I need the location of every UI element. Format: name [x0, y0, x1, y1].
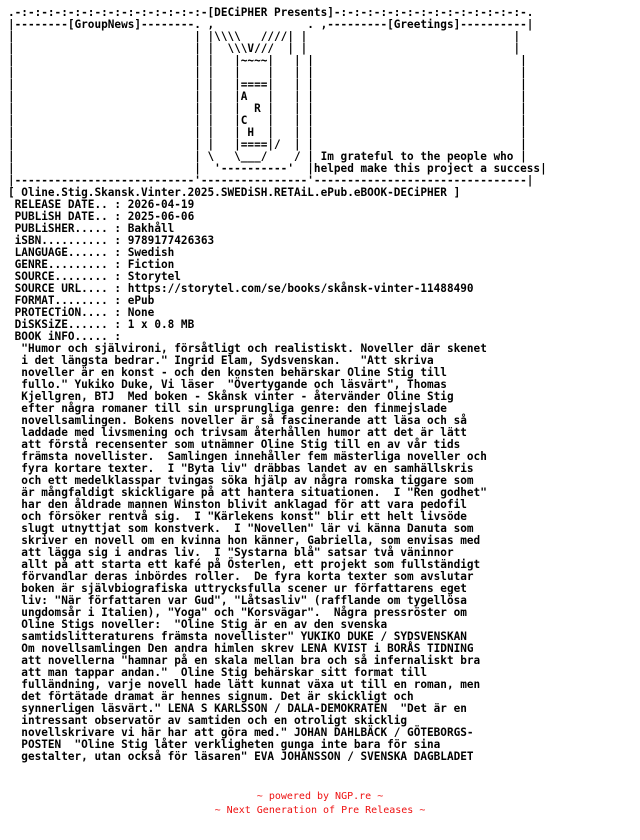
- nfo-line: liv: "När författaren var Gud", "Låtsasliv" (rafflande om tygellösa: [8, 594, 467, 607]
- nfo-line: | | | |~~~~| | | |: [8, 54, 527, 67]
- nfo-line: RELEASE DATE.. : 2026-04-19: [8, 198, 195, 211]
- nfo-line: efter några romaner till sin ursprungliga genre: den finmejslade: [8, 402, 447, 415]
- nfo-line: att lägga sig i andras liv. I "Systarna blå" satsar två väninnor: [8, 546, 454, 559]
- nfo-line: PROTECTiON.... : None: [8, 306, 155, 319]
- nfo-line: noveller är en konst - och den konsten behärskar Oline Stig till: [8, 366, 447, 379]
- nfo-line: | | | |====|/ | | |: [8, 138, 527, 151]
- nfo-line: | | | | | | | |: [8, 66, 527, 79]
- nfo-line: PUBLiSHER..... : Bakhåll: [8, 222, 175, 235]
- nfo-line: SOURCE........ : Storytel: [8, 270, 181, 283]
- nfo-line: har den åldrade mannen Winston blivit anklagad för att vara pedofil: [8, 498, 467, 511]
- nfo-line: .-:-:-:-:-:-:-:-:-:-:-:-:-:-:-[DECiPHER Presents]-:-:-:-:-:-:-:-:-:-:-:-:-:-:-.: [8, 6, 534, 19]
- nfo-line: POSTEN "Oline Stig låter verkligheten gunga inte bara för sina: [8, 738, 441, 751]
- nfo-line: att förstå recensenter som utnämner Oline Stig till en av vår tids: [8, 438, 461, 451]
- nfo-line: |--------[GroupNews]--------. , . ,---------[Greetings]----------|: [8, 18, 534, 31]
- nfo-line: främsta novellister. Samlingen innehåller fem mästerliga noveller och: [8, 450, 487, 463]
- nfo-line: är mångfaldigt skickligare på att hantera situationen. I "Ren godhet": [8, 486, 487, 499]
- nfo-line: ungdomsår i Italien), "Yoga" och "Korsvägar". Några pressröster om: [8, 606, 467, 619]
- nfo-line: | | | |A | | | |: [8, 90, 527, 103]
- nfo-line: boken är självbiografiska uttrycksfulla scener ur författarens eget: [8, 582, 467, 595]
- nfo-line: Om novellsamlingen Den andra himlen skrev LENA KVIST i BORÅS TIDNING: [8, 642, 474, 655]
- nfo-line: slugt utnyttjat som konstverk. I "Novellen" lär vi känna Danuta som: [8, 522, 474, 535]
- nfo-line: och försöker rentvå sig. I "Kärlekens konst" blir ett helt livsöde: [8, 510, 467, 523]
- nfo-line: i det längsta bedrar." Ingrid Elam, Sydsvenskan. "Att skriva: [8, 354, 434, 367]
- nfo-line: | | | \\\V/// | | |: [8, 42, 521, 55]
- nfo-line: | | | | R | | | |: [8, 102, 527, 115]
- nfo-line: |---------------------------'----------------'--------------------------------|: [8, 174, 534, 187]
- nfo-line: samtidslitteraturens främsta novellister" YUKIKO DUKE / SYDSVENSKAN: [8, 630, 467, 643]
- nfo-line: novellskrivare vi här har att göra med." JOHAN DAHLBÄCK / GÖTEBORGS-: [8, 726, 474, 739]
- nfo-line: novellsamlingen. Bokens noveller är så fascinerande att läsa och så: [8, 414, 467, 427]
- nfo-line: [ Oline.Stig.Skansk.Vinter.2025.SWEDiSH.RETAiL.ePub.eBOOK-DECiPHER ]: [8, 186, 461, 199]
- nfo-line: | | '----------' |helped make this project a success|: [8, 162, 547, 175]
- nfo-line: synnerligen läsvärt." LENA S KARLSSON / DALA-DEMOKRATEN "Det är en: [8, 702, 467, 715]
- nfo-line: förvandlar deras inbördes roller. De fyra korta texter som avslutar: [8, 570, 474, 583]
- nfo-line: LANGUAGE...... : Swedish: [8, 246, 175, 259]
- nfo-line: Kjellgren, BTJ Med boken - Skånsk vinter - återvänder Oline Stig: [8, 390, 454, 403]
- nfo-text: [8, 7, 547, 763]
- nfo-line: allt på att starta ett kafé på Österlen, ett projekt som fullständigt: [8, 558, 481, 571]
- nfo-line: | | \ \___/ / | Im grateful to the people who |: [8, 150, 527, 163]
- nfo-line: | | | |C | | | |: [8, 114, 527, 127]
- nfo-line: iSBN.......... : 9789177426363: [8, 234, 215, 247]
- nfo-line: FORMAT........ : ePub: [8, 294, 155, 307]
- tagline-line: [0, 804, 640, 818]
- nfo-line: det förtätade dramat är hennes signum. Det är skickligt och: [8, 690, 414, 703]
- nfo-line: fulländning, varje novell hade lätt kunnat växa ut till en roman, men: [8, 678, 481, 691]
- nfo-line: Oline Stigs noveller: "Oline Stig är en av den svenska: [8, 618, 388, 631]
- powered-by-line: [0, 790, 640, 804]
- nfo-line: att novellerna "hamnar på en skala mellan bra och så infernaliskt bra: [8, 654, 481, 667]
- nfo-line: och ett medelklasspar tvingas söka hjälp av några romska tiggare som: [8, 474, 474, 487]
- nfo-line: | | |\\\\ ////| | |: [8, 30, 521, 43]
- nfo-line: intressant observatör av samtiden och en otroligt skicklig: [8, 714, 408, 727]
- nfo-line: laddade med livsmening och trivsam återhållen humor att det är lätt: [8, 426, 467, 439]
- nfo-line: BOOK iNFO..... :: [8, 330, 122, 343]
- nfo-line: fullo." Yukiko Duke, Vi läser "Övertygande och läsvärt", Thomas: [8, 378, 447, 391]
- nfo-line: | | | | H | | | |: [8, 126, 527, 139]
- tagline-link[interactable]: ~ Next Generation of Pre Releases ~: [214, 805, 426, 816]
- nfo-line: "Humor och självironi, försåtligt och realistiskt. Noveller där skenet: [8, 342, 487, 355]
- nfo-line: fyra kortare texter. I "Byta liv" dräbbas landet av en samhällskris: [8, 462, 474, 475]
- nfo-line: PUBLiSH DATE.. : 2025-06-06: [8, 210, 195, 223]
- nfo-line: gestalter, utan också för läsaren" EVA JOHANSSON / SVENSKA DAGBLADET: [8, 750, 474, 763]
- nfo-line: GENRE......... : Fiction: [8, 258, 175, 271]
- nfo-line: skriver en novell om en kvinna hon känner, Gabriella, som envisas med: [8, 534, 481, 547]
- footer: [0, 790, 640, 818]
- nfo-line: att man tappar andan." Oline Stig behärskar sitt format till: [8, 666, 427, 679]
- nfo-line: DiSKSiZE...... : 1 x 0.8 MB: [8, 318, 195, 331]
- nfo-line: SOURCE URL.... : https://storytel.com/se/books/skånsk-vinter-11488490: [8, 282, 474, 295]
- powered-by-link[interactable]: ~ powered by NGP.re ~: [256, 791, 384, 802]
- nfo-line: | | | |====| | | |: [8, 78, 527, 91]
